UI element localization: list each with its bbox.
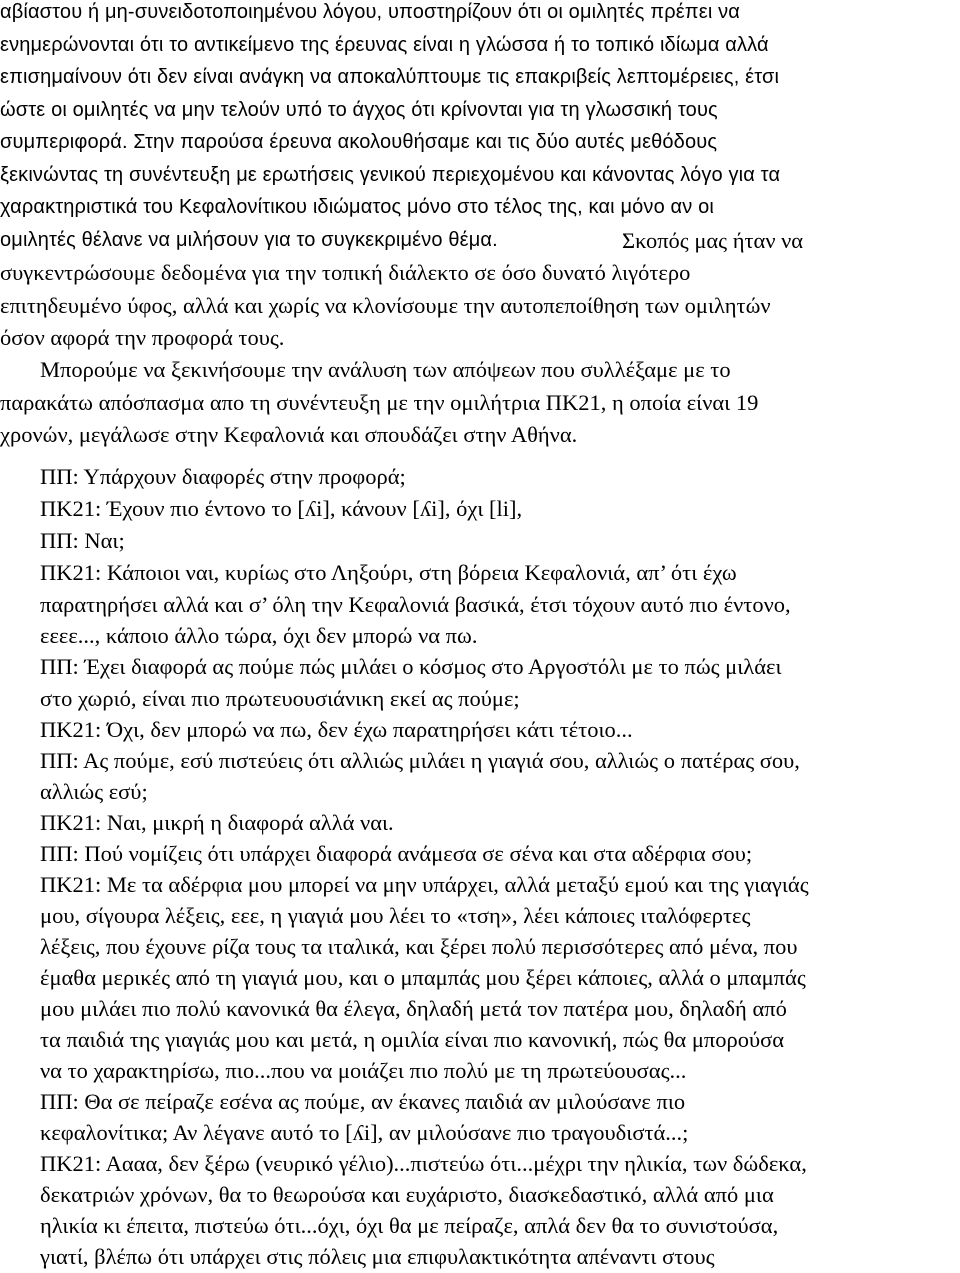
intro-line: χαρακτηριστικά του Κεφαλονίτικου ιδιώματος μόνο στο τέλος της, και μόνο αν οι [0, 196, 714, 218]
dialogue-line: ΠΚ21: Αααα, δεν ξέρω (νευρικό γέλιο)...πιστεύω ότι...μέχρι την ηλικία, των δώδεκα, [40, 1151, 807, 1176]
dialogue-line: να το χαρακτηρίσω, πιο...που να μοιάζει πιο πολύ με τη πρωτεύουσας... [40, 1058, 687, 1083]
intro-line: ενημερώνονται ότι το αντικείμενο της έρευνας είναι η γλώσσα ή το τοπικό ιδίωμα αλλά [0, 34, 769, 56]
dialogue-line: ΠΚ21: Με τα αδέρφια μου μπορεί να μην υπάρχει, αλλά μεταξύ εμού και της γιαγιάς [40, 872, 809, 897]
body-line: όσον αφορά την προφορά τους. [0, 325, 285, 350]
dialogue-line: μου μιλάει πιο πολύ κανονικά θα έλεγα, δηλαδή μετά τον πατέρα μου, δηλαδή από [40, 996, 787, 1021]
dialogue-line: εεεε..., κάποιο άλλο τώρα, όχι δεν μπορώ να πω. [40, 623, 478, 648]
dialogue-line: ΠΚ21: Όχι, δεν μπορώ να πω, δεν έχω παρατηρήσει κάτι τέτοιο... [40, 717, 633, 742]
intro-line: ώστε οι ομιλητές να μην τελούν υπό το άγχος ότι κρίνονται για τη γλωσσική τους [0, 99, 718, 121]
dialogue-line: ΠΠ: Υπάρχουν διαφορές στην προφορά; [40, 464, 406, 489]
dialogue-line: ΠΚ21: Κάποιοι ναι, κυρίως στο Ληξούρι, στη βόρεια Κεφαλονιά, απ’ ότι έχω [40, 560, 737, 585]
dialogue-line: δεκατριών χρόνων, θα το θεωρούσα και ευχάριστο, διασκεδαστικό, αλλά από μια [40, 1182, 774, 1207]
dialogue-line: στο χωριό, είναι πιο πρωτευουσιάνικη εκεί ας πούμε; [40, 686, 520, 711]
dialogue-line: ΠΚ21: Έχουν πιο έντονο το [ʎi], κάνουν [ʎi], όχι [li], [40, 496, 523, 521]
body-line: παρακάτω απόσπασμα απο τη συνέντευξη με την ομιλήτρια ΠΚ21, η οποία είναι 19 [0, 390, 759, 415]
intro-line: αβίαστου ή μη-συνειδοτοποιημένου λόγου, υποστηρίζουν ότι οι ομιλητές πρέπει να [0, 1, 740, 23]
dialogue-line: έμαθα μερικές από τη γιαγιά μου, και ο μπαμπάς μου ξέρει κάποιες, αλλά ο μπαμπάς [40, 965, 806, 990]
dialogue-line: ΠΠ: Ας πούμε, εσύ πιστεύεις ότι αλλιώς μιλάει η γιαγιά σου, αλλιώς ο πατέρας σου, [40, 748, 800, 773]
dialogue-line: ηλικία κι έπειτα, πιστεύω ότι...όχι, όχι θα με πείραζε, απλά δεν θα το συνιστούσα, [40, 1213, 779, 1238]
dialogue-line: ΠΠ: Ναι; [40, 528, 125, 553]
body-line: επιτηδευμένο ύφος, αλλά και χωρίς να κλονίσουμε την αυτοπεποίθηση των ομιλητών [0, 293, 771, 318]
intro-line: επισημαίνουν ότι δεν είναι ανάγκη να αποκαλύπτουμε τις επακριβείς λεπτομέρειες, έτσι [0, 66, 780, 88]
intro-line: ξεκινώντας τη συνέντευξη με ερωτήσεις γενικού περιεχομένου και κάνοντας λόγο για τα [0, 164, 781, 186]
body-line: χρονών, μεγάλωσε στην Κεφαλονιά και σπουδάζει στην Αθήνα. [0, 422, 578, 447]
body-line: Μπορούμε να ξεκινήσουμε την ανάλυση των απόψεων που συλλέξαμε με το [40, 357, 731, 382]
dialogue-line: τα παιδιά της γιαγιάς μου και μετά, η ομιλία είναι πιο κανονική, πώς θα μπορούσα [40, 1027, 785, 1052]
dialogue-line: αλλιώς εσύ; [40, 779, 148, 804]
dialogue-line: γιατί, βλέπω ότι υπάρχει στις πόλεις μια επιφυλακτικότητα απέναντι στους [40, 1244, 715, 1269]
dialogue-line: ΠΠ: Έχει διαφορά ας πούμε πώς μιλάει ο κόσμος στο Αργοστόλι με το πώς μιλάει [40, 654, 782, 679]
body-line: Σκοπός μας ήταν να [622, 228, 804, 253]
dialogue-line: ΠΠ: Πού νομίζεις ότι υπάρχει διαφορά ανάμεσα σε σένα και στα αδέρφια σου; [40, 841, 753, 866]
dialogue-line: παρατηρήσει αλλά και σ’ όλη την Κεφαλονιά βασικά, έτσι τόχουν αυτό πιο έντονο, [40, 592, 791, 617]
dialogue-line: κεφαλονίτικα; Αν λέγανε αυτό το [ʎi], αν μιλούσανε πιο τραγουδιστά...; [40, 1120, 689, 1145]
intro-line: ομιλητές θέλανε να μιλήσουν για το συγκεκριμένο θέμα. [0, 229, 498, 251]
dialogue-line: ΠΠ: Θα σε πείραζε εσένα ας πούμε, αν έκανες παιδιά αν μιλούσανε πιο [40, 1089, 686, 1114]
dialogue-line: ΠΚ21: Ναι, μικρή η διαφορά αλλά ναι. [40, 810, 394, 835]
body-line: συγκεντρώσουμε δεδομένα για την τοπική διάλεκτο σε όσο δυνατό λιγότερο [0, 260, 691, 285]
intro-line: συμπεριφορά. Στην παρούσα έρευνα ακολουθήσαμε και τις δύο αυτές μεθόδους [0, 131, 718, 153]
dialogue-line: λέξεις, που έχουνε ρίζα τους τα ιταλικά, και ξέρει πολύ περισσότερες από μένα, που [40, 934, 798, 959]
dialogue-line: μου, σίγουρα λέξεις, εεε, η γιαγιά μου λέει το «τση», λέει κάποιες ιταλόφερτες [40, 903, 751, 928]
